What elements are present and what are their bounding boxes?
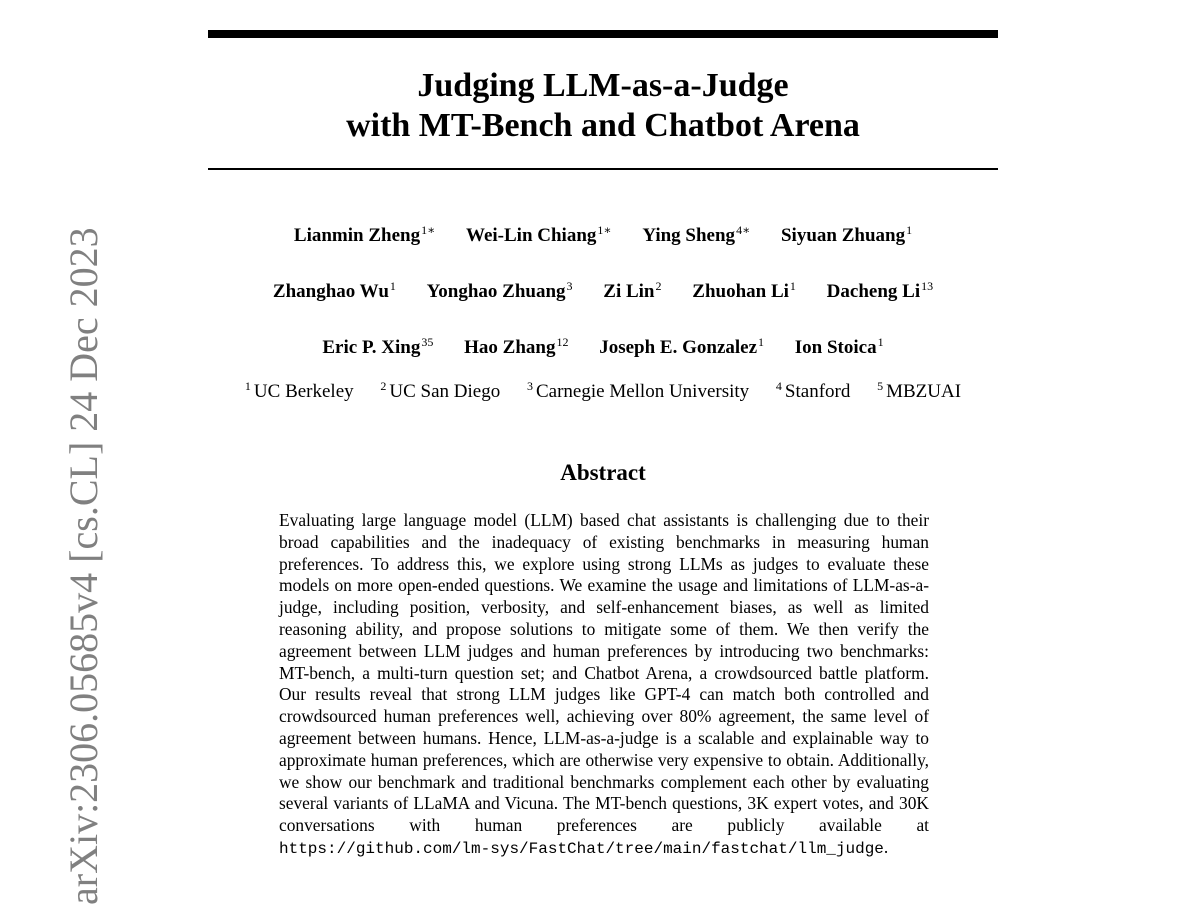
affiliation: $^5$ MBZUAI <box>877 379 962 402</box>
author: Eric P. Xing$^{35}$ <box>322 335 434 358</box>
code-repo-link[interactable]: https://github.com/lm-sys/FastChat/tree/main/fastchat/llm_judge <box>279 839 884 858</box>
title-line-1: Judging LLM-as-a-Judge <box>417 67 789 104</box>
author: Yonghao Zhuang$^3$ <box>426 279 573 302</box>
author-row-2 <box>150 280 1056 304</box>
author-row-1 <box>150 224 1056 248</box>
author: Zhuohan Li$^1$ <box>692 279 796 302</box>
affiliation: $^4$ Stanford <box>775 379 851 402</box>
author: Dacheng Li$^{13}$ <box>826 279 934 302</box>
title-bottom-rule <box>208 168 998 170</box>
title-line-2: with MT-Bench and Chatbot Arena <box>346 107 860 144</box>
author: Ion Stoica$^1$ <box>794 335 884 358</box>
author: Hao Zhang$^{12}$ <box>464 335 569 358</box>
abstract-end: . <box>883 836 889 857</box>
affiliation: $^1$ UC Berkeley <box>244 379 354 402</box>
author: Lianmin Zheng$^{1∗}$ <box>293 223 436 246</box>
author: Zi Lin$^2$ <box>603 279 662 302</box>
author: Ying Sheng$^{4∗}$ <box>642 223 751 246</box>
abstract-text: Evaluating large language model (LLM) based chat assistants is challenging due to their broad capabilities and the inadequacy of existing benchmarks in measuring human preferences. To address this, we explore using strong LLMs as judges to evaluate these models on more open-ended questions. We examine the usage and limitations of LLM-as-a-judge, including position, verbosity, and self-enhancement biases, as well as limited reasoning ability, and propose solutions to mitigate some of them. We then verify the agreement between LLM judges and human preferences by introducing two benchmarks: MT-bench, a multi-turn question set; and Chatbot Arena, a crowdsourced battle platform. Our results reveal that strong LLM judges like GPT-4 can match both controlled and crowdsourced human preferences well, achieving over 80% agreement, the same level of agreement between humans. Hence, LLM-as-a-judge is a scalable and explainable way to approximate human preferences, which are otherwise very expensive to obtain. Additionally, we show our benchmark and traditional benchmarks complement each other by evaluating several variants of LLaMA and Vicuna. The MT-bench questions, 3K expert votes, and 30K conversations with human preferences are publicly available at <box>279 510 929 836</box>
author-row-3 <box>150 336 1056 360</box>
affiliations <box>150 380 1056 404</box>
arxiv-identifier-stamp: arXiv:2306.05685v4 [cs.CL] 24 Dec 2023 <box>61 227 106 905</box>
abstract-body <box>279 510 929 861</box>
author: Zhanghao Wu$^1$ <box>272 279 396 302</box>
affiliation: $^3$ Carnegie Mellon University <box>526 379 750 402</box>
abstract-heading: Abstract <box>560 460 646 485</box>
author: Wei-Lin Chiang$^{1∗}$ <box>466 223 612 246</box>
author: Joseph E. Gonzalez$^1$ <box>599 335 765 358</box>
author: Siyuan Zhuang$^1$ <box>780 223 913 246</box>
paper-title <box>208 66 998 146</box>
affiliation: $^2$ UC San Diego <box>380 379 501 402</box>
title-top-rule <box>208 30 998 38</box>
